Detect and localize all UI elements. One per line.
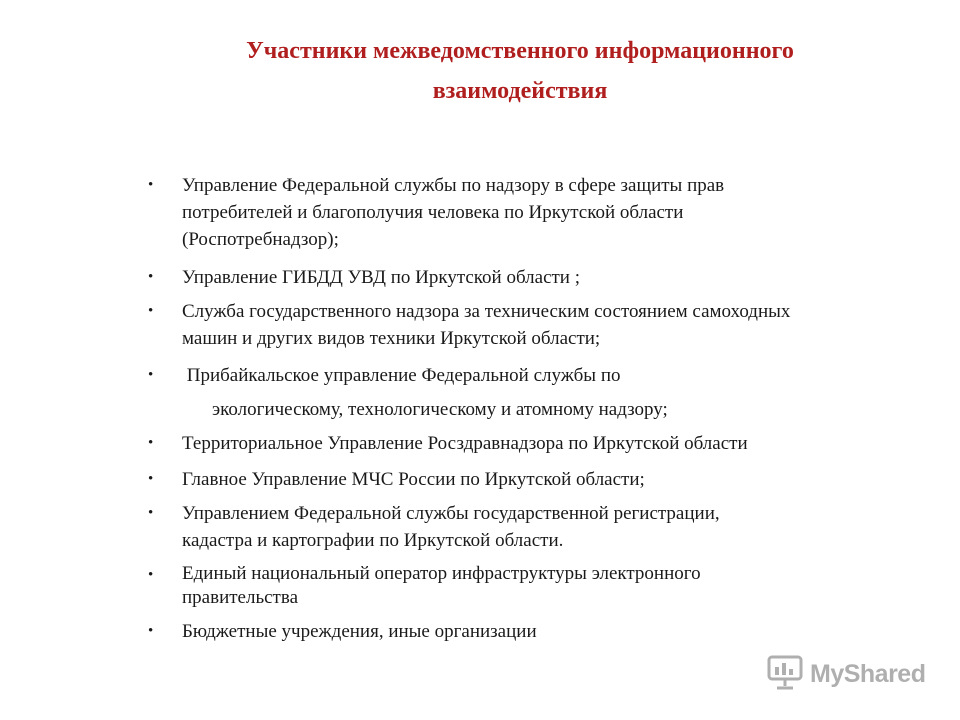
list-item-line: экологическому, технологическому и атомному надзору; (212, 399, 668, 420)
slide-title-line-1: Участники межведомственного информационного (246, 38, 794, 64)
list-item-gostekhnadzor (148, 298, 952, 352)
list-item-line: Территориальное Управление Росздравнадзора по Иркутской области (182, 433, 748, 454)
list-item-line: правительства (182, 587, 299, 608)
list-item-line: машин и других видов техники Иркутской области; (182, 328, 601, 349)
list-item-line: Управление ГИБДД УВД по Иркутской области ; (182, 267, 581, 288)
list-item-line: кадастра и картографии по Иркутской области. (182, 530, 564, 551)
list-item-line: Управление Федеральной службы по надзору в сфере защиты прав (182, 175, 725, 196)
list-item-line: (Роспотребнадзор); (182, 229, 339, 250)
list-item-line: Служба государственного надзора за техническим состоянием самоходных (182, 301, 791, 322)
list-item-line: Единый национальный оператор инфраструктуры электронного (182, 563, 701, 584)
bullet: • (148, 623, 154, 639)
list-item-rosreestr (148, 500, 952, 554)
watermark-text: MyShared (810, 659, 926, 688)
list-item-mchs (148, 466, 952, 493)
bullet: • (148, 505, 154, 521)
list-item-e-government-operator (148, 562, 952, 610)
list-item-line: Управлением Федеральной службы государственной регистрации, (182, 503, 720, 524)
list-item-rostekhnadzor (148, 362, 952, 423)
bullet: • (148, 567, 154, 583)
list-item-budget-institutions (148, 618, 952, 645)
bullet: • (148, 303, 154, 319)
bullet: • (148, 269, 154, 285)
list-item-gibdd (148, 264, 952, 291)
presentation-board-icon (766, 653, 804, 696)
list-item-line: Прибайкальское управление Федеральной службы по (182, 365, 621, 386)
list-item-line: Бюджетные учреждения, иные организации (182, 621, 537, 642)
list-item-roszdravnadzor (148, 430, 952, 457)
watermark-logo (766, 652, 925, 696)
bullet: • (148, 177, 154, 193)
list-item-rospotrebnadzor (148, 172, 952, 253)
bullet: • (148, 435, 154, 451)
slide-title-line-2: взаимодействия (432, 78, 608, 104)
list-item-line: Главное Управление МЧС России по Иркутской области; (182, 469, 645, 490)
bullet: • (148, 471, 154, 487)
list-item-line: потребителей и благополучия человека по Иркутской области (182, 202, 684, 223)
bullet: • (148, 367, 154, 383)
